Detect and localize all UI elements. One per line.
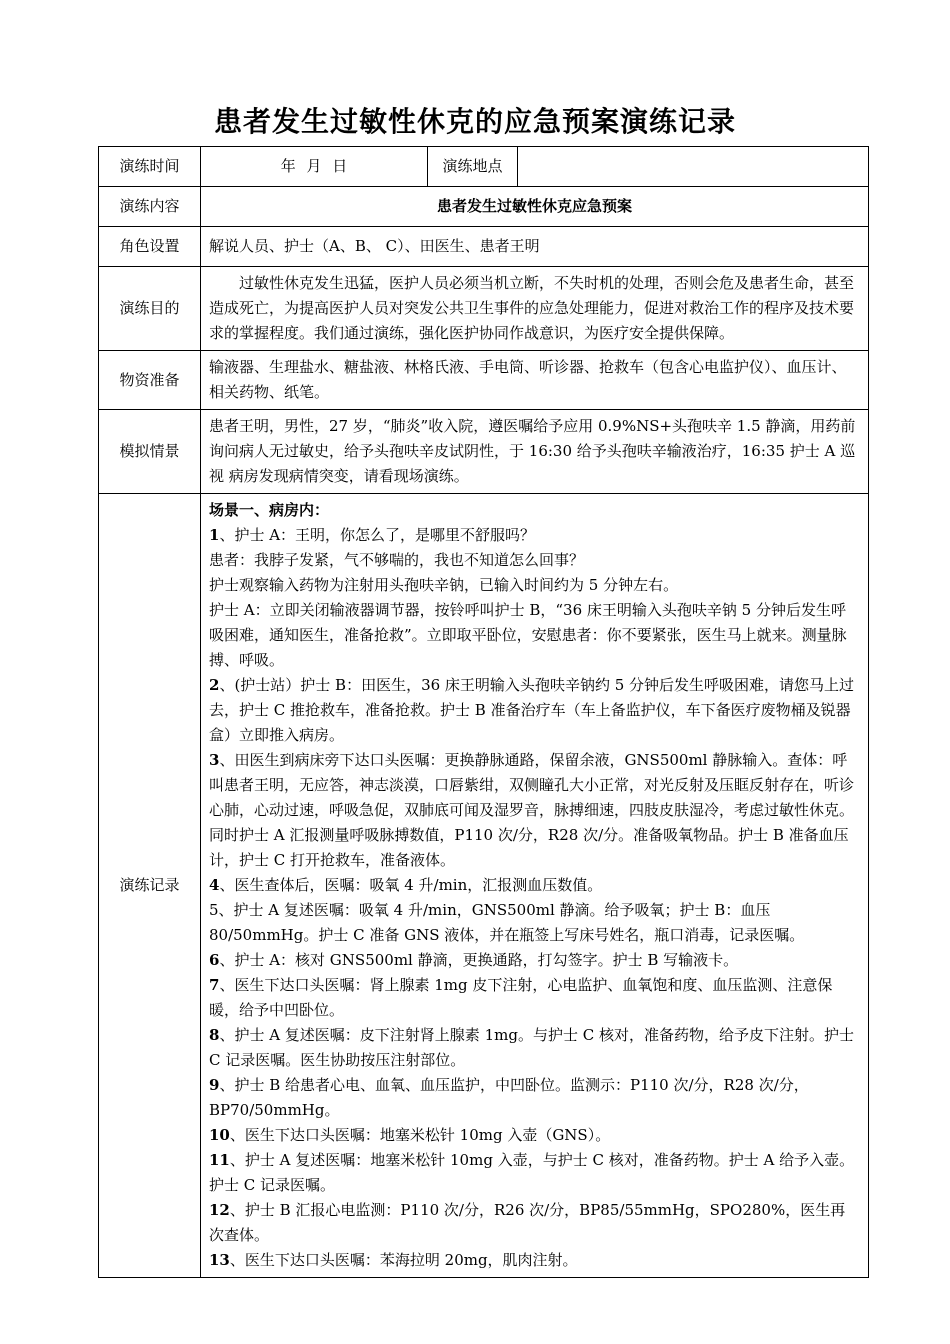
purpose-value: 过敏性休克发生迅猛，医护人员必须当机立断，不失时机的处理，否则会危及患者生命，甚至造成死亡，为提高医护人员对突发公共卫生事件的应急处理能力，促进对救治工作的程序及技术要求的掌握程度。我们通过演练，强化医护协同作战意识，为医疗安全提供保障。 (201, 267, 869, 351)
record-item-number: 3 (209, 751, 220, 769)
record-item-text: 5、护士 A 复述医嘱：吸氧 4 升/min，GNS500ml 静滴。给予吸氧；护士 B：血压 80/50mmHg。护士 C 准备 GNS 液体，并在瓶签上写床号姓名，瓶口消毒，记录医嘱。 (209, 901, 805, 944)
record-item (209, 873, 860, 898)
record-item (209, 973, 860, 1023)
record-item-text: 、医生下达口头医嘱：苯海拉明 20mg，肌肉注射。 (229, 1251, 578, 1269)
scenario-value: 患者王明，男性，27 岁，“肺炎”收入院，遵医嘱给予应用 0.9%NS+头孢呋辛 1.5 静滴，用药前询问病人无过敏史，给予头孢呋辛皮试阴性，于 16:30 给予头孢呋辛输液治疗，16:35 护士 A 巡视 病房发现病情突变，请看现场演练。 (201, 410, 869, 494)
record-item-text: 护士 A：立即关闭输液器调节器，按铃呼叫护士 B，“36 床王明输入头孢呋辛钠 5 分钟后发生呼吸困难，通知医生，准备抢救”。立即取平卧位，安慰患者：你不要紧张，医生马上就来。测量脉搏、呼吸。 (209, 601, 847, 669)
roles-value: 解说人员、护士（A、B、 C）、田医生、患者王明 (201, 227, 869, 267)
time-value: 年 月 日 (201, 147, 428, 187)
row-scenario (99, 410, 869, 494)
scenario-label: 模拟情景 (99, 410, 201, 494)
record-item-text: 、护士 B 给患者心电、血氧、血压监护，中凹卧位。监测示：P110 次/分，R28 次/分，BP70/50mmHg。 (209, 1076, 809, 1119)
record-item-number: 2 (209, 676, 220, 694)
record-item-text: 患者：我脖子发紧，气不够喘的，我也不知道怎么回事？ (209, 551, 585, 569)
record-item-text: 、医生下达口头医嘱：肾上腺素 1mg 皮下注射，心电监护、血氧饱和度、血压监测、注意保暖，给予中凹卧位。 (209, 976, 833, 1019)
page-title: 患者发生过敏性休克的应急预案演练记录 (213, 105, 736, 138)
record-item-text: 、护士 B 汇报心电监测：P110 次/分，R26 次/分，BP85/55mmHg，SPO280%，医生再次查体。 (209, 1201, 846, 1244)
record-content (201, 494, 869, 1278)
row-time-place (99, 147, 869, 187)
content-value: 患者发生过敏性休克应急预案 (201, 187, 869, 227)
record-item-text: 、医生下达口头医嘱：地塞米松针 10mg 入壶（GNS）。 (229, 1126, 611, 1144)
drill-record-table (98, 146, 869, 1278)
row-record (99, 494, 869, 1278)
roles-label: 角色设置 (99, 227, 201, 267)
record-item (209, 1198, 860, 1248)
row-content (99, 187, 869, 227)
record-item-text: 、护士 A：核对 GNS500ml 静滴，更换通路，打勾签字。护士 B 写输液卡。 (219, 951, 739, 969)
record-heading: 场景一、病房内： (209, 501, 330, 519)
content-label: 演练内容 (99, 187, 201, 227)
record-label: 演练记录 (99, 494, 201, 1278)
record-item (209, 598, 860, 673)
record-item-text: 、护士 A 复述医嘱：皮下注射肾上腺素 1mg。与护士 C 核对，准备药物，给予皮下注射。护士 C 记录医嘱。医生协助按压注射部位。 (209, 1026, 854, 1069)
record-item-text: 、医生查体后，医嘱：吸氧 4 升/min，汇报测血压数值。 (219, 876, 603, 894)
record-item-number: 1 (209, 526, 220, 544)
row-roles (99, 227, 869, 267)
record-item-number: 6 (209, 951, 220, 969)
record-item-number: 13 (209, 1251, 230, 1269)
place-label: 演练地点 (428, 147, 518, 187)
row-materials (99, 351, 869, 410)
record-item-number: 9 (209, 1076, 220, 1094)
record-item (209, 1148, 860, 1198)
record-item-text: 、护士 A 复述医嘱：地塞米松针 10mg 入壶，与护士 C 核对，准备药物。护士 A 给予入壶。护士 C 记录医嘱。 (209, 1151, 855, 1194)
record-item (209, 1023, 860, 1073)
record-item (209, 898, 860, 948)
record-item-number: 11 (209, 1151, 230, 1169)
time-label: 演练时间 (99, 147, 201, 187)
record-item-text: 、田医生到病床旁下达口头医嘱：更换静脉通路，保留余液，GNS500ml 静脉输入。查体：呼叫患者王明，无应答，神志淡漠，口唇紫绀，双侧瞳孔大小正常，对光反射及压眶反射存在，听诊心肺，心动过速，呼吸急促，双肺底可闻及湿罗音，脉搏细速，四肢皮肤湿冷，考虑过敏性休克。同时护士 A 汇报测量呼吸脉搏数值，P110 次/分，R28 次/分。准备吸氧物品。护士 B 准备血压计，护士 C 打开抢救车，准备液体。 (209, 751, 855, 869)
record-item-number: 7 (209, 976, 220, 994)
record-item (209, 523, 860, 548)
record-items (209, 523, 860, 1273)
record-item-text: 护士观察输入药物为注射用头孢呋辛钠，已输入时间约为 5 分钟左右。 (209, 576, 679, 594)
materials-label: 物资准备 (99, 351, 201, 410)
record-item (209, 673, 860, 748)
record-item (209, 573, 860, 598)
record-item (209, 1073, 860, 1123)
record-item-number: 12 (209, 1201, 230, 1219)
record-item (209, 548, 860, 573)
record-item-number: 4 (209, 876, 220, 894)
row-purpose (99, 267, 869, 351)
record-item (209, 1123, 860, 1148)
record-item-text: 、护士 A：王明，你怎么了，是哪里不舒服吗？ (219, 526, 536, 544)
place-value (518, 147, 869, 187)
record-item-text: 、(护士站）护士 B：田医生，36 床王明输入头孢呋辛钠约 5 分钟后发生呼吸困难，请您马上过去，护士 C 推抢救车，准备抢救。护士 B 准备治疗车（车上备监护仪，车下备医疗废物桶及锐器盒）立即推入病房。 (209, 676, 855, 744)
record-item (209, 1248, 860, 1273)
record-item-number: 10 (209, 1126, 230, 1144)
record-item-number: 8 (209, 1026, 220, 1044)
record-item (209, 948, 860, 973)
materials-value: 输液器、生理盐水、糖盐液、林格氏液、手电筒、听诊器、抢救车（包含心电监护仪）、血压计、相关药物、纸笔。 (201, 351, 869, 410)
purpose-label: 演练目的 (99, 267, 201, 351)
record-item (209, 748, 860, 873)
